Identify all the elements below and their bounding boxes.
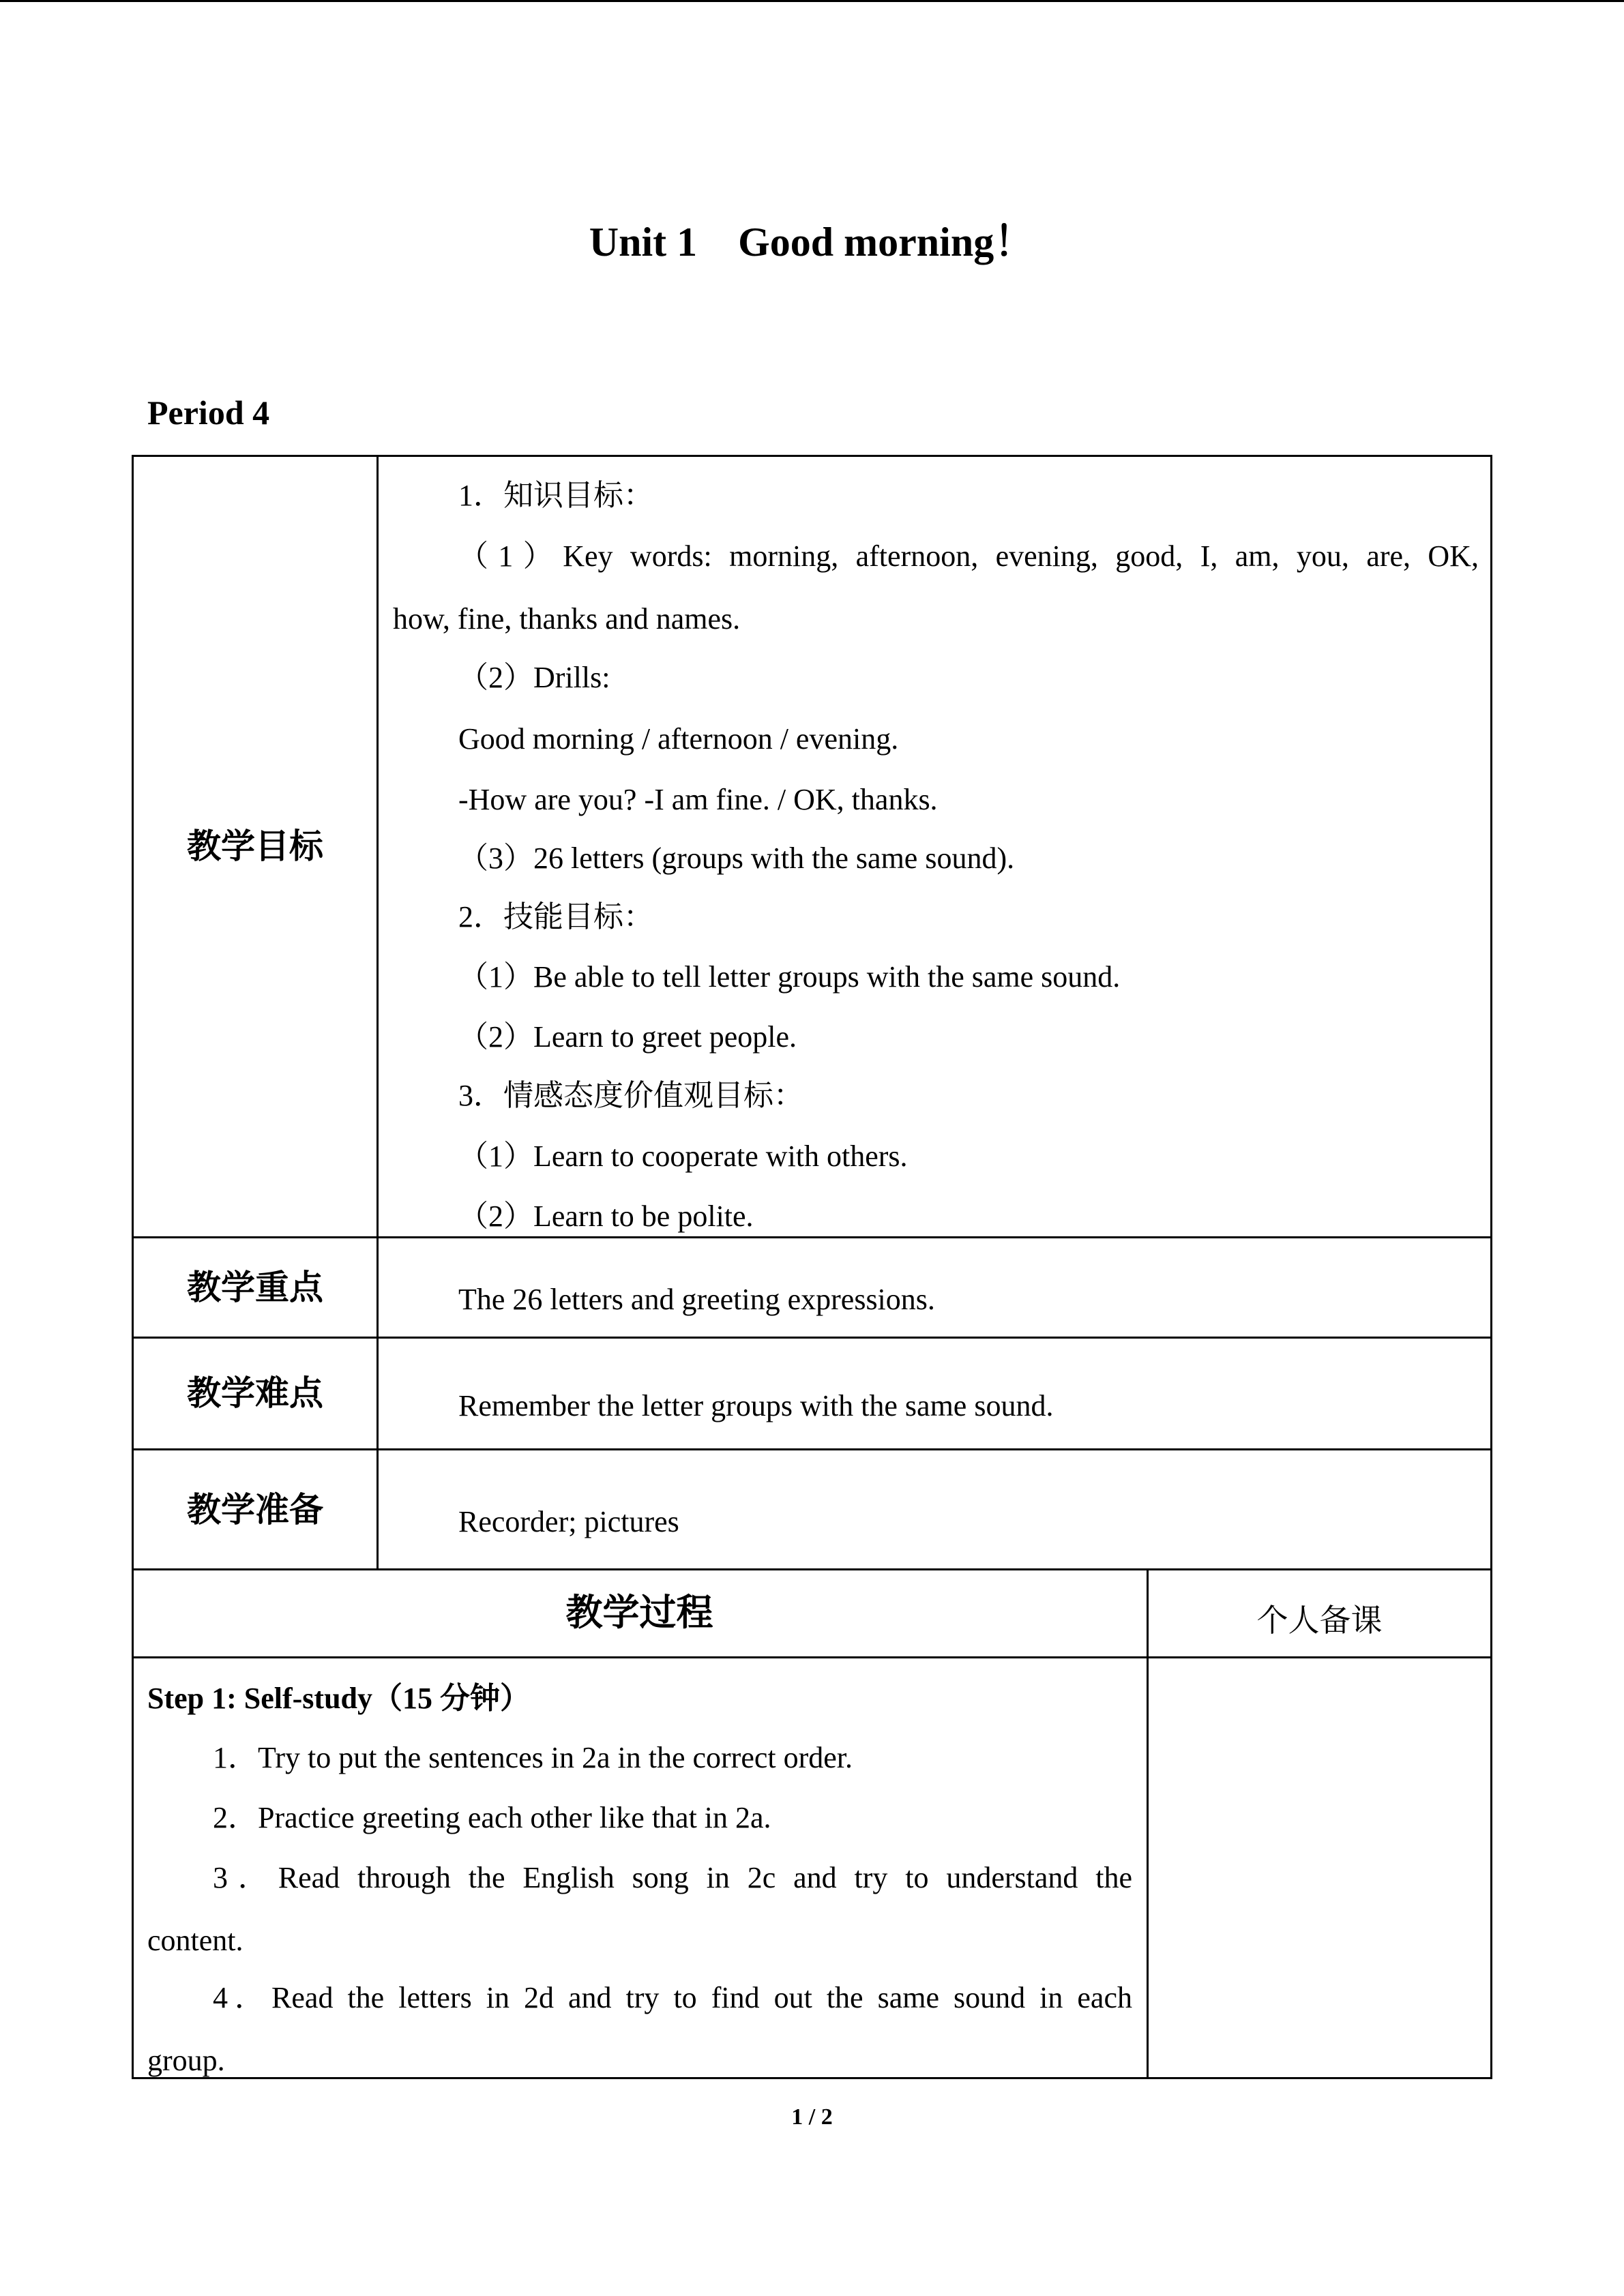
objectives-line: （2）Learn to greet people. xyxy=(458,1020,797,1054)
objectives-line: how, fine, thanks and names. xyxy=(393,602,741,636)
objectives-line: 1．知识目标： xyxy=(458,479,653,512)
row-divider xyxy=(132,1568,1492,1570)
step1-line: 3．Read through the English song in 2c and try to understand the xyxy=(213,1861,1132,1894)
process-heading: 教学过程 xyxy=(565,1591,713,1634)
objectives-line: 2．技能目标： xyxy=(458,900,653,934)
objectives-line: 3．情感态度价值观目标： xyxy=(458,1079,803,1112)
step1-line: 4．Read the letters in 2d and try to find out the same sound in each xyxy=(213,1981,1132,2014)
preparation-label: 教学准备 xyxy=(187,1490,323,1530)
row-divider xyxy=(132,1236,1492,1238)
row-divider xyxy=(132,1656,1492,1658)
objectives-line: -How are you? -I am fine. / OK, thanks. xyxy=(458,783,938,816)
page-number: 1 / 2 xyxy=(791,2104,833,2130)
objectives-line: Good morning / afternoon / evening. xyxy=(458,722,899,756)
key-points-text: The 26 letters and greeting expressions. xyxy=(458,1283,935,1316)
difficulties-text: Remember the letter groups with the same sound. xyxy=(458,1389,1054,1422)
objectives-line: （3）26 letters (groups with the same sound). xyxy=(458,841,1015,875)
objectives-line: （1）Learn to cooperate with others. xyxy=(458,1139,908,1173)
personal-notes-heading: 个人备课 xyxy=(1256,1602,1383,1639)
top-border-rule xyxy=(0,0,1624,2)
step1-line: 1．Try to put the sentences in 2a in the correct order. xyxy=(213,1741,853,1774)
row-divider xyxy=(132,1337,1492,1339)
objectives-line: （1）Key words: morning, afternoon, evening, good, I, am, you, are, OK, xyxy=(458,539,1479,573)
label-column-divider xyxy=(377,455,379,1570)
period-heading: Period 4 xyxy=(147,393,270,432)
notes-column-divider xyxy=(1147,1568,1149,2079)
step1-line: 2．Practice greeting each other like that in 2a. xyxy=(213,1801,771,1834)
document-title: Unit 1 Good morning！ xyxy=(589,220,1035,265)
row-divider xyxy=(132,1448,1492,1450)
key-points-label: 教学重点 xyxy=(187,1268,323,1307)
objectives-line: （2）Learn to be polite. xyxy=(458,1199,754,1233)
step1-title: Step 1: Self-study（15 分钟） xyxy=(147,1682,531,1715)
objectives-label: 教学目标 xyxy=(187,826,323,866)
preparation-text: Recorder; pictures xyxy=(458,1505,679,1538)
objectives-line: （1）Be able to tell letter groups with the same sound. xyxy=(458,960,1121,994)
objectives-line: （2）Drills: xyxy=(458,661,610,694)
difficulties-label: 教学难点 xyxy=(187,1373,323,1413)
step1-line: group. xyxy=(147,2044,225,2077)
step1-line: content. xyxy=(147,1924,243,1957)
